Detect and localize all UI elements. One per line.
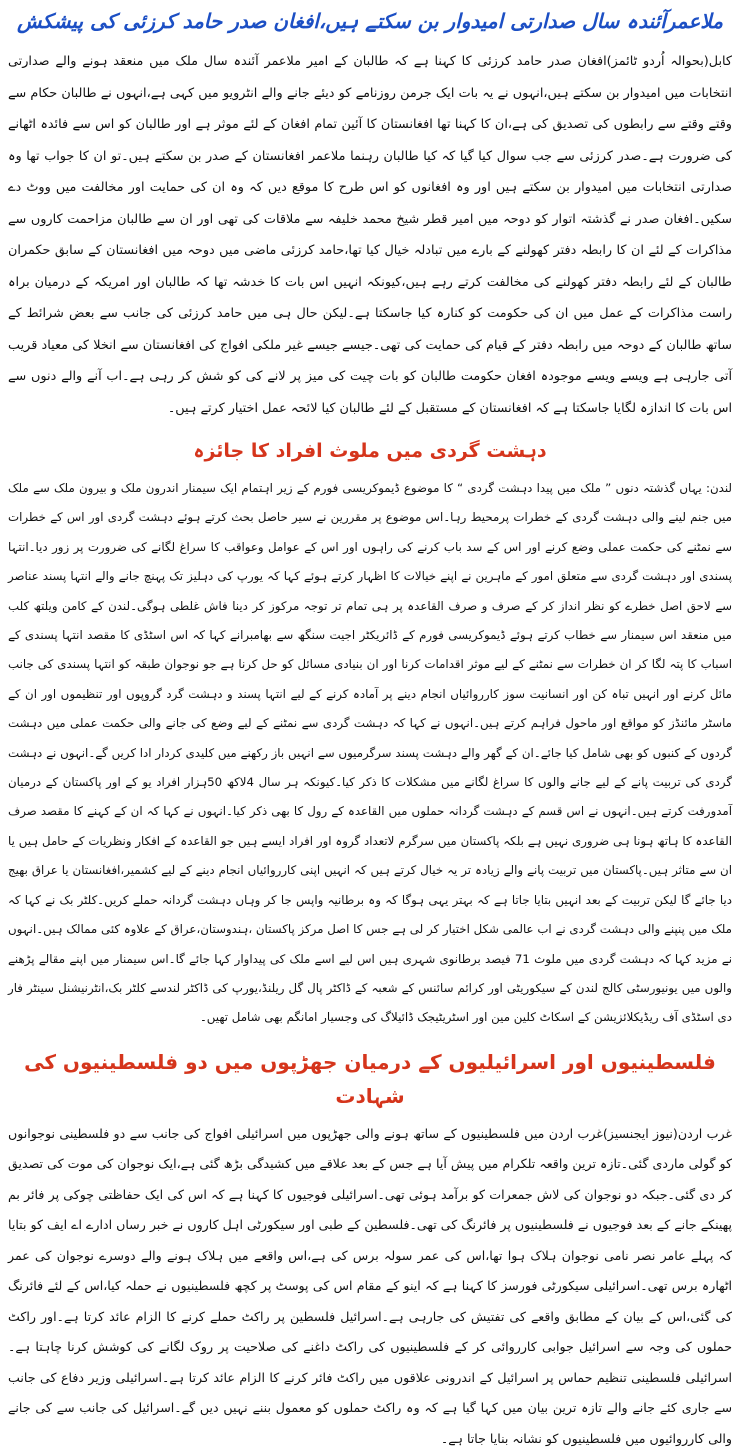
article-body: کابل(بحوالہ اُردو ٹائمز)افغان صدر حامد کرزئی کا کہنا ہے کہ طالبان کے امیر ملاعمر آئندہ سال ملک میں منعقد ہونے والے صدارتی انتخابات میں امیدوار بن سکتے ہیں،انہوں نے یہ بات ایک جرمن روزنامے کو دیئے جانے والے انٹرویو میں کہی ہے،انہوں نے طالبان حکام سے وقتے وقتے سے رابطوں کی تصدیق کی ہے،ان کا کہنا تھا افغانستان کا آئین تمام افغان کے لئے موثر ہے اور طالبان کو اس سے فائدہ اٹھانے کی ضرورت ہے۔صدر کرزئی سے جب سوال کیا گیا کہ کیا طالبان رہنما ملاعمر افغانستان کے صدر بن سکتے ہیں۔تو ان کا جواب تھا وہ صدارتی انتخابات میں امیدوار بن سکتے ہیں اور وہ افغانوں کو اس طرح کا موقع دیں کہ وہ ان کی حمایت اور مخالفت میں ووٹ دے سکیں۔افغان صدر نے گذشتہ اتوار کو دوحہ میں امیر قطر شیخ محمد خلیفہ سے ملاقات کی تھی اور ان سے طالبان مزاحمت کاروں سے مذاکرات کے لئے ان کا رابطہ دفتر کھولنے کے بارے میں تبادلہ خیال کیا تھا،حامد کرزئی ماضی میں دوحہ میں افغانستان کے سابق حکمران طالبان کے لئے رابطہ دفتر کھولنے کی مخالفت کرتے رہے ہیں،کیونکہ انہیں اس بات کا خدشہ تھا کہ طالبان اور امریکہ کے درمیان براہ راست مذاکرات کے عمل میں ان کی حکومت کو کنارہ کیا جاسکتا ہے۔لیکن حال ہی میں حامد کرزئی کی جانب سے بعض شرائط کے ساتھ طالبان کے دوحہ میں رابطہ دفتر کے قیام کی حمایت کی تھی۔جیسے جیسے غیر ملکی افواج کی افغانستان سے انخلا کی معیاد قریب آتی جارہی ہے ویسے ویسے موجودہ افغان حکومت طالبان کو بات چیت کی میز پر لانے کی کو شش کر رہی ہے۔اب آنے والے دنوں سے اس بات کا اندازہ لگایا جاسکتا ہے کہ افغانستان کے مستقبل کے لئے طالبان کیا لائحہ عمل اختیار کرتے ہیں۔ <box>8 54 732 416</box>
article-karzai-mullah-omar <box>8 4 732 424</box>
article-body: لندن: یہاں گذشتہ دنوں ” ملک میں پیدا دہشت گردی “ کا موضوع ڈیموکریسی فورم کے زیر اہتمام ایک سیمنار اندرون ملک و بیرون ملک سے ملک میں جنم لینے والی دہشت گردی کے خطرات پرمحیط رہا۔اس موضوع پر مقررین نے سیر حاصل بحث کرتے ہوئے دہشت گردی اور اس کے خطرات سے نمٹنے کی حکمت عملی وضع کرنے اور اس کے سد باب کرنے کی راہوں اور اس کے عوامل وعواقب کا سراغ لگانے کی ضرورت پر زور دیا۔انتہا پسندی اور دہشت گردی سے متعلق امور کے ماہرین نے اپنے خیالات کا اظہار کرتے ہوئے کہا کہ یورپ کی دہلیز تک پہنچ جانے والے انتہا پسند عناصر سے لاحق اصل خطرے کو نظر انداز کر کے صرف و صرف القاعدہ پر ہی تمام تر توجہ مرکوز کر دینا فاش غلطی ہوگی۔لندن کے کامن ویلتھ کلب میں منعقد اس سیمنار سے خطاب کرتے ہوئے ڈیموکریسی فورم کے ڈائریکٹر اجیت سنگھ سے بھامبرانے کہا کہ اس اسٹڈی کا مقصد انتہا پسندی کے اسباب کا پتہ لگا کر ان خطرات سے نمٹنے کے لیے موثر اقدامات کرنا اور ان بنیادی مسائل کو حل کرنا ہے جو نوجوان طبقہ کو انتہا پسندی کی جانب مائل کرنے اور انہیں تباہ کن اور انسانیت سوز کارروائیاں انجام دینے پر آمادہ کرنے کے لیے انتہا پسند و دہشت گرد گروپوں اور تنظیموں اور ان کے ماسٹر مائنڈز کو مواقع اور ماحول فراہم کرتے ہیں۔انہوں نے کہا کہ دہشت گردی سے نمٹنے کے لیے وضع کی جانے والی حکمت عملی میں دہشت گردوں کے کنبوں کو بھی شامل کیا جائے۔ان کے گھر والے دہشت پسند سرگرمیوں سے انہیں باز رکھنے میں کلیدی کردار ادا کریں گے۔انہوں نے دہشت گردی کی تربیت پانے کے لیے جانے والوں کا سراغ لگانے میں مشکلات کا ذکر کیا۔کیونکہ ہر سال 4لاکھ 50ہزار افراد یو کے اور پاکستان کے درمیان آمدورفت کرتے ہیں۔انہوں نے اس قسم کے دہشت گردانہ حملوں میں القاعدہ کے رول کا بھی ذکر کیا۔انہوں نے کہا کہ ان کے کہنے کا مقصد صرف القاعدہ کا ہاتھ ہونا ہی ضروری نہیں ہے بلکہ پاکستان میں سرگرم لاتعداد گروہ اور افراد ایسے ہیں جو القاعدہ کے افکار ونظریات کے حامل ہیں یا ان سے متاثر ہیں۔پاکستان میں تربیت پانے والے زیادہ تر یہ خیال کرتے ہیں کہ انہیں اپنی کارروائیاں انجام دینے کے لیے کشمیر،افغانستان یا عراق بھیج دیا جائے گا لیکن تربیت کے بعد انہیں بتایا جاتا ہے کہ بہتر یہی ہوگا کہ وہ برطانیہ واپس جا کر وہاں دہشت گردانہ حملے کریں۔کلٹر بک نے کہا کہ ملک میں پنپنے والی دہشت گردی نے اب عالمی شکل اختیار کر لی ہے جس کا اصل مرکز پاکستان ،ہندوستان،عراق کے علاوہ کئی ممالک ہیں۔انہوں نے مزید کہا کہ دہشت گردی میں ملوث 71 فیصد برطانوی شہری ہیں اس لیے اسے ملک کی پیداوار کہا جائے گا۔اس سیمنار میں اپنے مقالے پڑھنے والوں میں یونیورسٹی کالج لندن کے سیکوریٹی اور کرائم سائنس کے شعبہ کے ڈاکٹر پال گل ریلنڈ،یورپ کی ڈاکٹر لندسے کلٹر بک،انٹرنیشنل سینٹر فار دی اسٹڈی آف ریڈیکلائزیشن کے اسکاٹ کلین مین اور اسٹریٹیجک ڈائیلاگ کی وجسیار امانگم بھی شامل تھیں۔ <box>8 481 732 1025</box>
article-body: غرب اردن(نیوز ایجنسیز)غرب اردن میں فلسطینیوں کے ساتھ ہونے والی جھڑپوں میں اسرائیلی افواج کی جانب سے دو فلسطینی نوجوانوں کو گولی ماردی گئی۔تازہ ترین واقعہ تلکرام میں پیش آیا ہے جس کے بعد علاقے میں کشیدگی بڑھ گئی ہے،ایک نوجوان کی موت کی تصدیق کر دی گئی۔جبکہ دو نوجوان کی لاش جمعرات کو برآمد ہوئی تھی۔اسرائیلی فوجیوں کا کہنا ہے کہ اس کی ایک حفاظتی چوکی پر فائر بم پھینکے جانے کے بعد فوجیوں نے فلسطینیوں پر فائرنگ کی تھی۔فلسطین کے طبی اور سیکورٹی اہل کاروں نے خبر رساں ادارے اے ایف کو بتایا کہ پہلے عامر نصر نامی نوجوان ہلاک ہوا تھا،اس کی عمر سولہ برس کی ہے،اس واقعے میں ہلاک ہونے والے دوسرے نوجوان کی عمر اٹھارہ برس تھی۔اسرائیلی سیکورٹی فورسز کا کہنا ہے کہ اینو کے مقام اس کی پوسٹ پر کچھ فلسطینیوں نے حملہ کیا،اس کے لئے فائرنگ کی گئی،اس کے بیان کے مطابق واقعے کی تفتیش کی جارہی ہے۔اسرائیل فلسطین پر راکٹ حملے کرنے کا الزام عائد کرتا ہے۔اور راکٹ حملوں کی وجہ سے اسرائیل جوابی کارروائی کر کے فلسطینیوں کی راکٹ داغنے کی صلاحیت پر روک لگانے کی کوشش کرنا چاہتا ہے۔اسرائیلی فلسطینی تنظیم حماس پر اسرائیل کے اندرونی علاقوں میں راکٹ فائر کرنے کا الزام عائد کرتا ہے۔اسرائیلی وزیر دفاع کی جانب سے جاری کئے جانے والے تازہ ترین بیان میں کہا گیا ہے کہ وہ راکٹ حملوں کو معمول بننے نہیں دیں گے۔اسرائیل کی جانب سے کی جانے والی کارروائیوں میں فلسطینیوں کو نشانہ بنایا جاتا ہے۔ <box>8 1125 732 1446</box>
article-terrorism-review <box>8 434 732 1033</box>
article-headline: فلسطینیوں اور اسرائیلیوں کے درمیان جھڑپوں میں دو فلسطینیوں کی شہادت <box>24 1049 716 1108</box>
article-headline: دہشت گردی میں ملوث افراد کا جائزہ <box>193 440 547 462</box>
article-headline: ملاعمرآئندہ سال صدارتی امیدوار بن سکتے ہیں،افغان صدر حامد کرزئی کی پیشکش <box>17 9 723 33</box>
article-palestinian-clashes <box>8 1045 732 1454</box>
